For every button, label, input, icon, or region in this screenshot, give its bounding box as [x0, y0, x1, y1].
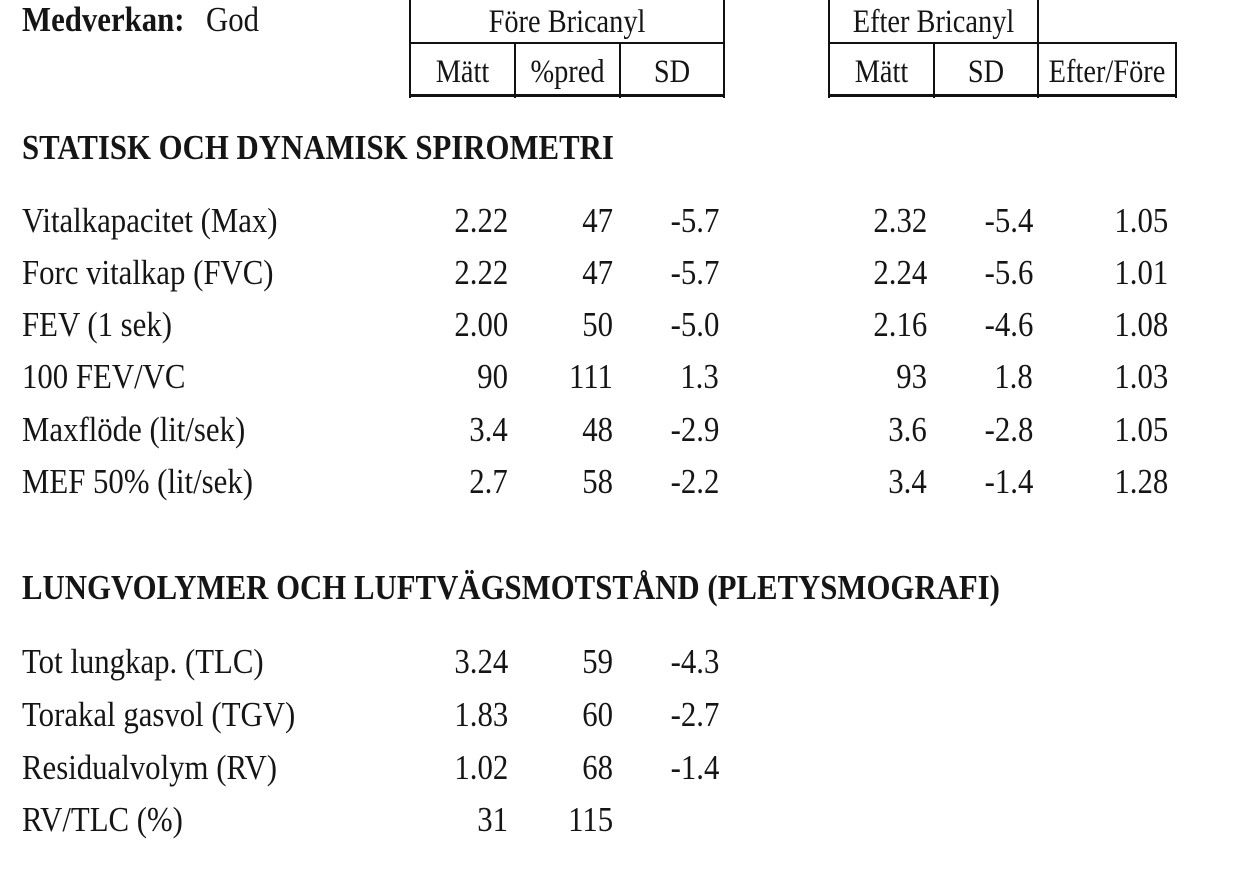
section-title-pletysmografi: LUNGVOLYMER OCH LUFTVÄGSMOTSTÅND (PLETYSMOGRAFI): [22, 568, 1000, 607]
row-sd-after: 1.8: [994, 357, 1033, 396]
row-pred: 48: [582, 410, 613, 449]
row-sd-after: -5.4: [984, 201, 1033, 240]
after-box-left: [828, 0, 830, 98]
row-pred: 111: [569, 357, 613, 396]
before-col-pred: %pred: [530, 54, 605, 90]
row-matt: 3.24: [454, 642, 508, 681]
row-matt-after: 2.24: [873, 253, 927, 292]
after-box-right: [1175, 42, 1177, 98]
row-matt-after: 2.32: [873, 201, 927, 240]
row-matt: 2.00: [454, 305, 508, 344]
table-row: [0, 201, 1258, 241]
before-div-1: [514, 42, 516, 98]
row-pred: 115: [567, 800, 613, 839]
row-matt: 2.22: [454, 201, 508, 240]
row-matt: 3.4: [469, 410, 508, 449]
row-label: RV/TLC (%): [22, 800, 183, 839]
row-sd-after: -2.8: [984, 410, 1033, 449]
after-box-bottom: [828, 94, 1177, 97]
row-label: FEV (1 sek): [22, 305, 173, 344]
after-box-mid: [828, 42, 1177, 44]
before-box-right: [723, 0, 725, 98]
table-row: [0, 695, 1258, 735]
table-row: [0, 462, 1258, 502]
row-pred: 47: [582, 253, 613, 292]
row-label: Tot lungkap. (TLC): [22, 642, 264, 681]
effect-value: God: [206, 0, 260, 39]
row-label: 100 FEV/VC: [22, 357, 186, 396]
row-ratio: 1.05: [1114, 201, 1168, 240]
row-sd: -1.4: [670, 748, 719, 787]
row-sd-after: -4.6: [984, 305, 1033, 344]
row-matt-after: 93: [896, 357, 927, 396]
before-col-sd: SD: [653, 54, 691, 90]
after-div-2: [1037, 42, 1039, 98]
row-sd: -2.2: [670, 462, 719, 501]
row-sd: 1.3: [680, 357, 719, 396]
before-box-bottom: [409, 94, 725, 97]
table-row: [0, 253, 1258, 293]
row-pred: 68: [582, 748, 613, 787]
after-title: Efter Bricanyl: [852, 4, 1015, 40]
row-label: MEF 50% (lit/sek): [22, 462, 253, 501]
row-matt: 1.02: [454, 748, 508, 787]
row-label: Vitalkapacitet (Max): [22, 201, 278, 240]
before-title: Före Bricanyl: [488, 4, 646, 40]
row-pred: 59: [582, 642, 613, 681]
row-ratio: 1.05: [1114, 410, 1168, 449]
row-matt-after: 2.16: [873, 305, 927, 344]
row-ratio: 1.08: [1114, 305, 1168, 344]
row-sd-after: -5.6: [984, 253, 1033, 292]
row-sd: -5.7: [670, 253, 719, 292]
table-row: [0, 748, 1258, 788]
row-pred: 58: [582, 462, 613, 501]
row-label: Forc vitalkap (FVC): [22, 253, 274, 292]
row-label: Torakal gasvol (TGV): [22, 695, 296, 734]
table-row: [0, 305, 1258, 345]
after-col-matt: Mätt: [854, 54, 909, 90]
row-matt: 31: [477, 800, 508, 839]
row-pred: 47: [582, 201, 613, 240]
row-ratio: 1.28: [1114, 462, 1168, 501]
after-col-sd: SD: [967, 54, 1005, 90]
table-row: [0, 357, 1258, 397]
row-label: Residualvolym (RV): [22, 748, 278, 787]
before-box-left: [409, 0, 411, 98]
table-row: [0, 410, 1258, 450]
row-pred: 50: [582, 305, 613, 344]
row-matt: 1.83: [454, 695, 508, 734]
row-sd-after: -1.4: [984, 462, 1033, 501]
table-row: [0, 642, 1258, 682]
row-sd: -2.7: [670, 695, 719, 734]
before-col-matt: Mätt: [435, 54, 490, 90]
row-matt-after: 3.4: [888, 462, 927, 501]
row-matt: 2.7: [469, 462, 508, 501]
table-row: [0, 800, 1258, 840]
row-ratio: 1.03: [1114, 357, 1168, 396]
row-matt: 90: [477, 357, 508, 396]
row-matt-after: 3.6: [888, 410, 927, 449]
before-box-mid: [409, 42, 725, 44]
after-box-title-right: [1037, 0, 1039, 44]
after-div-1: [933, 42, 935, 98]
row-ratio: 1.01: [1114, 253, 1168, 292]
row-sd: -2.9: [670, 410, 719, 449]
section-title-spirometri: STATISK OCH DYNAMISK SPIROMETRI: [22, 128, 614, 167]
row-label: Maxflöde (lit/sek): [22, 410, 246, 449]
before-div-2: [619, 42, 621, 98]
row-matt: 2.22: [454, 253, 508, 292]
effect-label: Medverkan:: [22, 0, 185, 39]
row-sd: -5.0: [670, 305, 719, 344]
row-sd: -5.7: [670, 201, 719, 240]
row-pred: 60: [582, 695, 613, 734]
row-sd: -4.3: [670, 642, 719, 681]
after-col-ratio: Efter/Före: [1048, 54, 1166, 90]
